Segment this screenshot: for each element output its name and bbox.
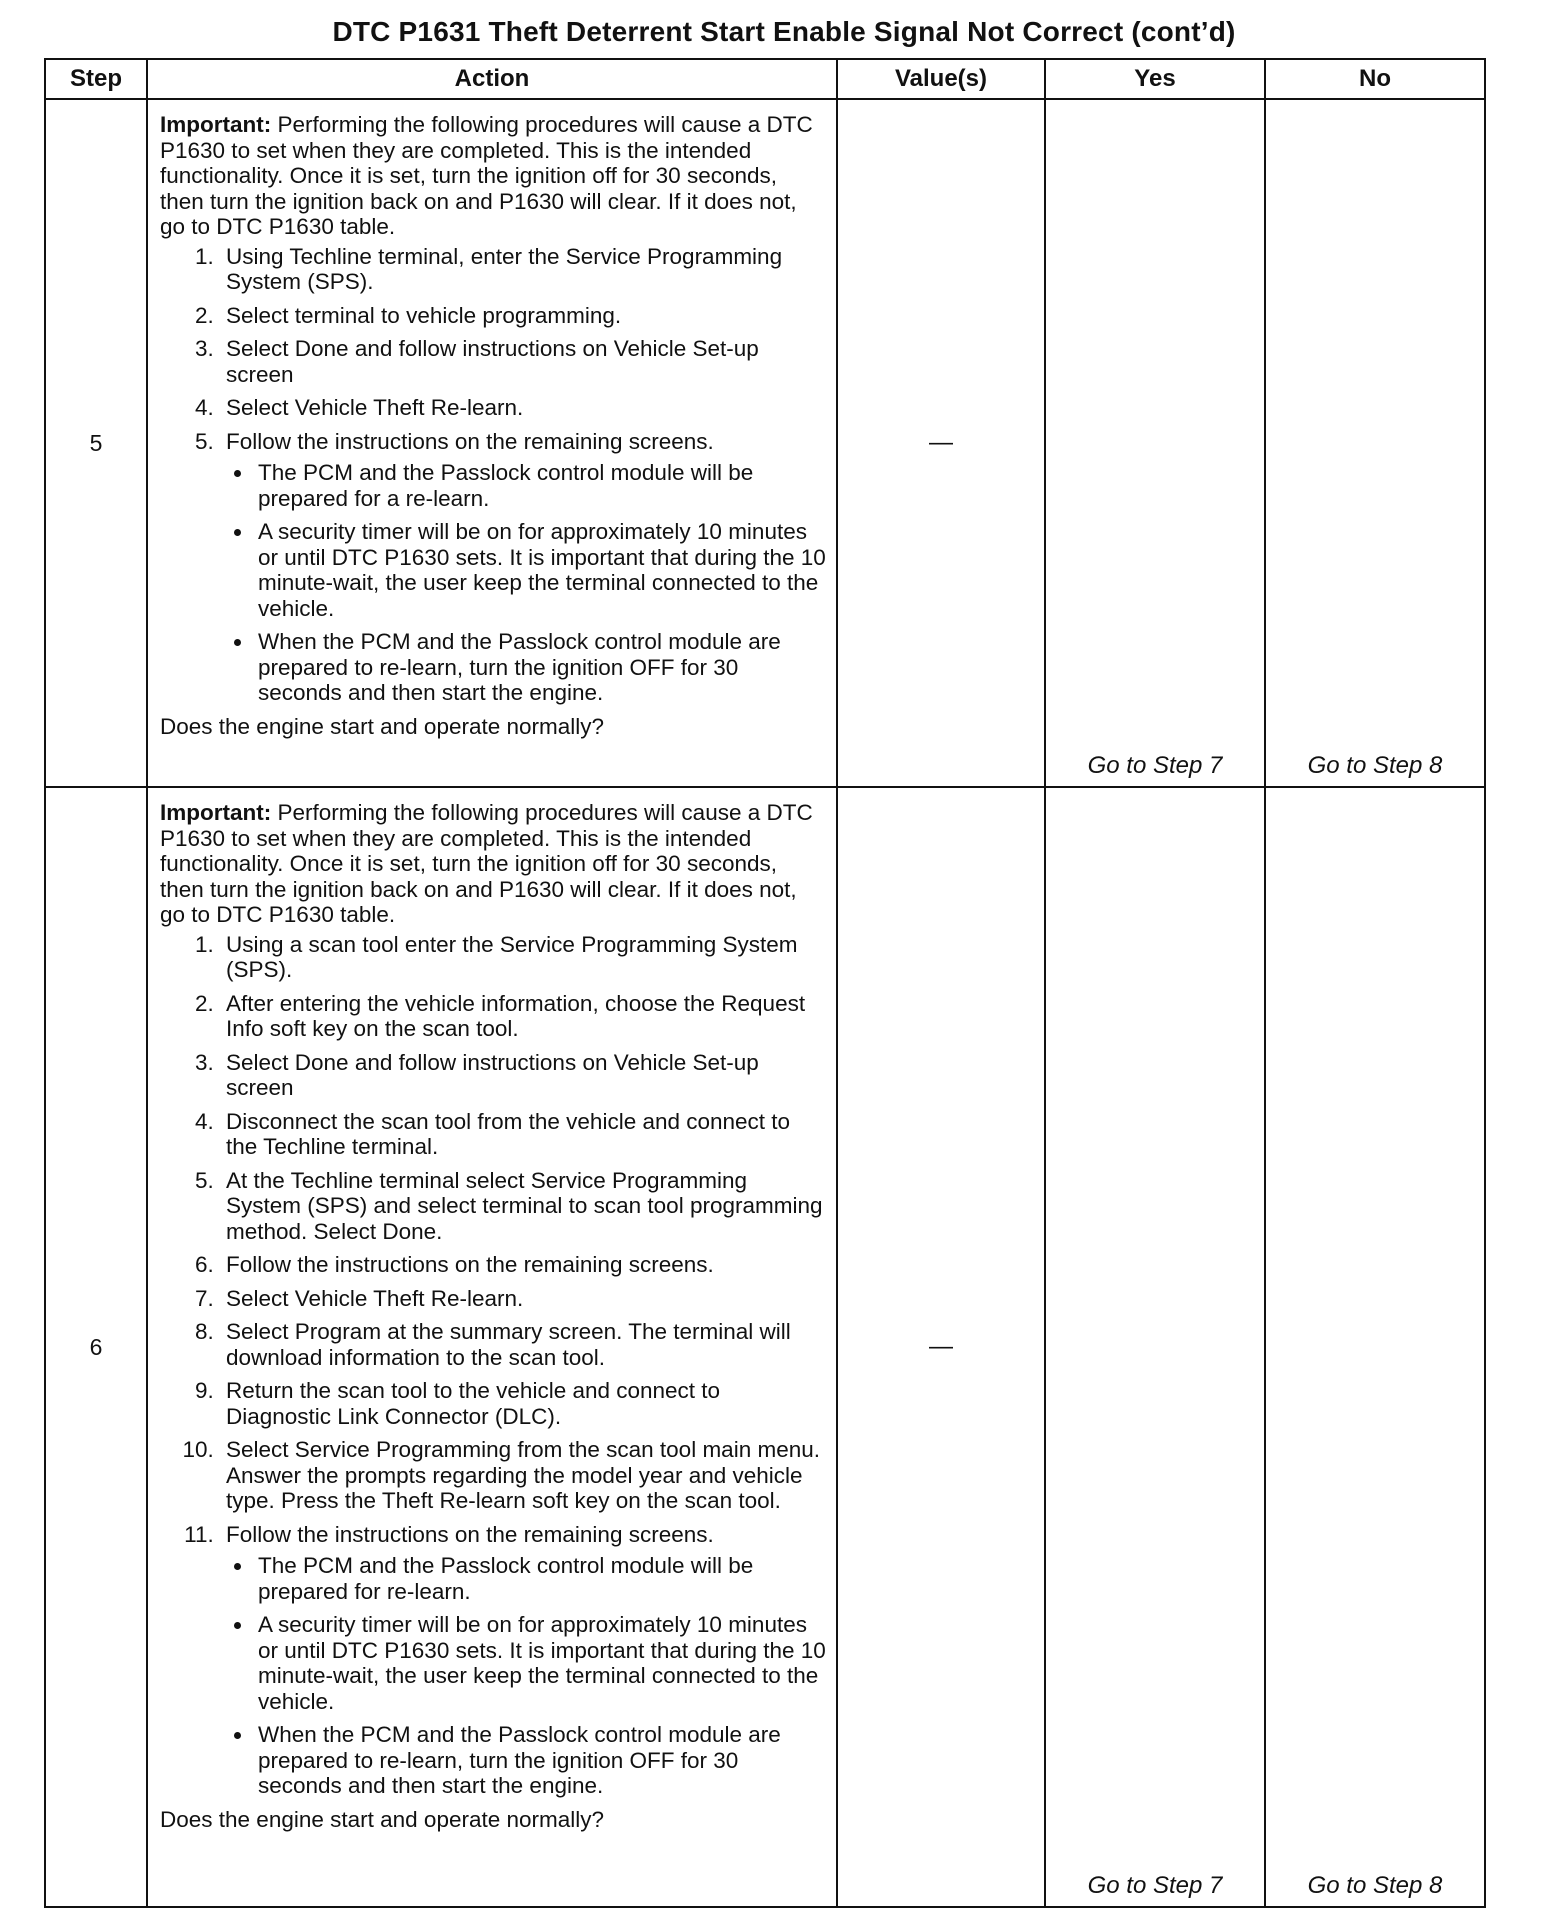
no-cell: Go to Step 8: [1265, 787, 1485, 1907]
procedure-item-text: Follow the instructions on the remaining screens.: [226, 428, 714, 454]
procedure-item: [220, 429, 826, 706]
step-number: 6: [45, 787, 147, 1907]
procedure-item: 10. Select Service Programming from the scan tool main menu. Answer the prompts regarding the model year and vehicle type. Press the Theft Re-learn soft key on the scan tool.: [220, 1437, 826, 1514]
procedure-item: 2. After entering the vehicle information, choose the Request Info soft key on the scan tool.: [220, 991, 826, 1042]
header-values: Value(s): [837, 59, 1045, 99]
table-header-row: [45, 59, 1485, 99]
procedure-item: 1. Using Techline terminal, enter the Service Programming System (SPS).: [220, 244, 826, 295]
value-cell: —: [837, 787, 1045, 1907]
value-cell: —: [837, 99, 1045, 787]
procedure-item: 7. Select Vehicle Theft Re-learn.: [220, 1286, 826, 1312]
bullet-item: • The PCM and the Passlock control module will be prepared for re-learn.: [254, 1553, 826, 1604]
question-text: Does the engine start and operate normally?: [160, 1806, 605, 1832]
procedure-item: 4. Select Vehicle Theft Re-learn.: [220, 395, 826, 421]
important-text: Performing the following procedures will cause a DTC P1630 to set when they are completed. This is the intended functionality. Once it is set, turn the ignition off for 30 seconds, then turn the ignition back on and P1630 will clear. If it does not, go to DTC P1630 table.: [160, 800, 813, 927]
procedure-item: 1. Using a scan tool enter the Service Programming System (SPS).: [220, 932, 826, 983]
important-note: [160, 112, 826, 240]
procedure-list: [160, 244, 826, 706]
important-note: [160, 800, 826, 928]
table-row: [45, 99, 1485, 787]
procedure-item: 9. Return the scan tool to the vehicle and connect to Diagnostic Link Connector (DLC).: [220, 1378, 826, 1429]
no-cell: Go to Step 8: [1265, 99, 1485, 787]
important-text: Performing the following procedures will cause a DTC P1630 to set when they are completed. This is the intended functionality. Once it is set, turn the ignition off for 30 seconds, then turn the ignition back on and P1630 will clear. If it does not, go to DTC P1630 table.: [160, 112, 813, 239]
procedure-item: 8. Select Program at the summary screen. The terminal will download information to the scan tool.: [220, 1319, 826, 1370]
action-cell: [147, 787, 837, 1907]
procedure-item: 2. Select terminal to vehicle programming.: [220, 303, 826, 329]
procedure-item: 4. Disconnect the scan tool from the vehicle and connect to the Techline terminal.: [220, 1109, 826, 1160]
bullet-item: • The PCM and the Passlock control module will be prepared for a re-learn.: [254, 460, 826, 511]
procedure-list: [160, 932, 826, 1799]
procedure-item: 3. Select Done and follow instructions on Vehicle Set-up screen: [220, 336, 826, 387]
step-number: 5: [45, 99, 147, 787]
header-step: Step: [45, 59, 147, 99]
page-title: DTC P1631 Theft Deterrent Start Enable Signal Not Correct (cont’d): [332, 16, 1236, 47]
procedure-item: 3. Select Done and follow instructions on Vehicle Set-up screen: [220, 1050, 826, 1101]
table-row: [45, 787, 1485, 1907]
header-action: Action: [147, 59, 837, 99]
important-label: Important:: [160, 800, 272, 825]
bullet-list: [226, 460, 826, 706]
question-text: Does the engine start and operate normally?: [160, 713, 605, 739]
diagnostic-table: [44, 58, 1486, 1908]
procedure-item-text: Follow the instructions on the remaining screens.: [226, 1521, 714, 1547]
procedure-item: 5. At the Techline terminal select Service Programming System (SPS) and select terminal to scan tool programming method. Select Done.: [220, 1168, 826, 1245]
procedure-item: 6. Follow the instructions on the remaining screens.: [220, 1252, 826, 1278]
bullet-item: • A security timer will be on for approximately 10 minutes or until DTC P1630 sets. It is important that during the 10 minute-wait, the user keep the terminal connected to the vehicle.: [254, 519, 826, 621]
yes-cell: Go to Step 7: [1045, 99, 1265, 787]
bullet-list: [226, 1553, 826, 1799]
bullet-item: • When the PCM and the Passlock control module are prepared to re-learn, turn the ignition OFF for 30 seconds and then start the engine.: [254, 629, 826, 706]
action-cell: [147, 99, 837, 787]
important-label: Important:: [160, 112, 272, 137]
yes-cell: Go to Step 7: [1045, 787, 1265, 1907]
bullet-item: • When the PCM and the Passlock control module are prepared to re-learn, turn the ignition OFF for 30 seconds and then start the engine.: [254, 1722, 826, 1799]
header-no: No: [1265, 59, 1485, 99]
procedure-item: [220, 1522, 826, 1799]
header-yes: Yes: [1045, 59, 1265, 99]
bullet-item: • A security timer will be on for approximately 10 minutes or until DTC P1630 sets. It is important that during the 10 minute-wait, the user keep the terminal connected to the vehicle.: [254, 1612, 826, 1714]
